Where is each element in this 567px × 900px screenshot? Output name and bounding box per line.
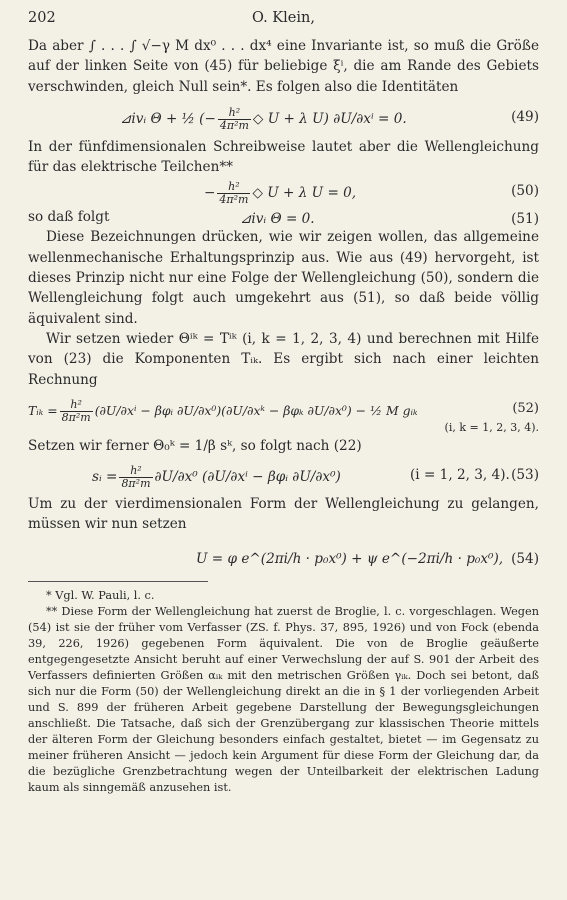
- paragraph-7: Um zu der vierdimensionalen Form der Wellengleichung zu gelangen, müssen wir nun setzen: [28, 496, 539, 533]
- eq50-frac-den: 4π²m: [219, 193, 249, 207]
- eq50-body: ◇ U + λ U = 0,: [252, 185, 357, 202]
- eq53-frac-den: 8π²m: [121, 477, 151, 491]
- paragraph-4: Diese Bezeichnungen drücken, wie wir zeigen wollen, das allgemeine wellenmechanische Erhaltungsprinzip aus. Wie aus (49) hervorgeht, ist dieses Prinzip nicht nur eine Folge der Wellengleichung (50), sondern die Wellengleichung folgt auch umgekehrt aus (51), so daß beide völlig äquivalent sind.: [28, 229, 539, 327]
- paragraph-3: so daß folgt: [28, 209, 110, 226]
- equation-54: [28, 535, 539, 573]
- paragraph-2: In der fünfdimensionalen Schreibweise lautet aber die Wellengleichung für das elektrische Teilchen**: [28, 138, 539, 176]
- eq52-frac-num: h²: [60, 399, 93, 412]
- running-head: O. Klein,: [252, 10, 315, 26]
- eq50-fraction: [217, 181, 250, 206]
- eq52-body: (∂U/∂xⁱ − βφᵢ ∂U/∂x⁰)(∂U/∂xᵏ − βφₖ ∂U/∂x⁰) − ½ M gᵢₖ: [94, 402, 418, 418]
- eq50-number: (50): [511, 183, 539, 200]
- eq53-fraction: [119, 465, 152, 490]
- equation-53: [28, 456, 539, 494]
- eq49-frac-num: h²: [218, 107, 251, 120]
- line-so-dass: [28, 207, 539, 227]
- equation-52: [28, 390, 539, 434]
- eq49-frac-den: 4π²m: [219, 118, 249, 132]
- eq54-number: (54): [511, 550, 539, 567]
- eq49-number: (49): [511, 108, 539, 125]
- eq50-frac-num: h²: [217, 181, 250, 194]
- eq53-body: ∂U/∂x⁰ (∂U/∂xⁱ − βφᵢ ∂U/∂x⁰): [154, 469, 341, 486]
- equation-49: [28, 99, 539, 135]
- footnote-rule: [28, 581, 208, 582]
- eq52-frac-den: 8π²m: [61, 410, 91, 424]
- eq53-lhs: sᵢ =: [92, 469, 118, 486]
- eq49-left: ⊿ivᵢ Θ + ½ (−: [120, 110, 216, 127]
- page-number: 202: [28, 10, 56, 26]
- eq49-fraction: [218, 107, 251, 132]
- page-header: [28, 10, 539, 36]
- paragraph-6: Setzen wir ferner Θ₀ᵏ = 1/β sᵏ, so folgt nach (22): [28, 437, 362, 454]
- eq52-condition: (i, k = 1, 2, 3, 4).: [444, 420, 539, 434]
- paragraph-1: Da aber ∫ . . . ∫ √−γ M dx⁰ . . . dx⁴ eine Invariante ist, so muß die Größe auf der linken Seite von (45) für beliebige ξⁱ, die am Rande des Gebiets verschwinden, gleich Null sein*. Es folgen also die Identitäten: [28, 38, 539, 95]
- eq54-body: U = φ e^(2πi/h · p₀x⁰) + ψ e^(−2πi/h · p₀x⁰),: [196, 550, 504, 567]
- footnote-1: * Vgl. W. Pauli, l. c.: [46, 588, 155, 602]
- eq52-number: (52): [512, 400, 539, 416]
- eq52-lhs: Tᵢₖ =: [28, 402, 58, 418]
- eq49-right: ◇ U + λ U) ∂U/∂xⁱ = 0.: [252, 110, 407, 127]
- eq52-fraction: [60, 399, 93, 424]
- footnote-2: ** Diese Form der Wellengleichung hat zuerst de Broglie, l. c. vorgeschlagen. Wegen (54) ist sie der früher vom Verfasser (ZS. f. Phys. 37, 895, 1926) und von Fock (ebenda 39, 226, 1926) gegebenen Form äquivalent. Die von de Broglie geäußerte entgegengesetzte Ansicht beruht auf einer Verwechslung der auf S. 901 der Arbeit des Verfassers definierten Größen αᵢₖ mit den metrischen Größen γᵢₖ. Doch sei betont, daß sich nur die Form (50) der Wellengleichung direkt an die in § 1 der vorliegenden Arbeit und S. 899 der früheren Arbeit gegebene Darstellung der Bewegungsgleichungen anschließt. Die Tatsache, daß sich der Grenzübergang zur klassischen Theorie mittels der älteren Form der Gleichung besonders einfach gestaltet, bietet — im Gegensatz zu meiner früheren Ansicht — jedoch kein Argument für diese Form der Gleichung dar, da die bezügliche Grenzbetrachtung wegen der Unteilbarkeit der elektrischen Ladung kaum als sinngemäß anzusehen ist.: [28, 604, 539, 794]
- eq51-body: ⊿ivᵢ Θ = 0.: [240, 211, 315, 228]
- eq53-condition: (i = 1, 2, 3, 4).: [410, 467, 510, 484]
- eq53-number: (53): [511, 467, 539, 484]
- eq51-number: (51): [511, 211, 539, 228]
- equation-50: − $\frac{\text{h²}}{\text{4π²m}}$ ◇ U + λ U = 0, (50): [204, 180, 539, 207]
- eq53-frac-num: h²: [119, 465, 152, 478]
- paragraph-5: Wir setzen wieder Θⁱᵏ = Tⁱᵏ (i, k = 1, 2, 3, 4) und berechnen mit Hilfe von (23) die Komponenten Tᵢₖ. Es ergibt sich nach einer leichten Rechnung: [28, 330, 539, 388]
